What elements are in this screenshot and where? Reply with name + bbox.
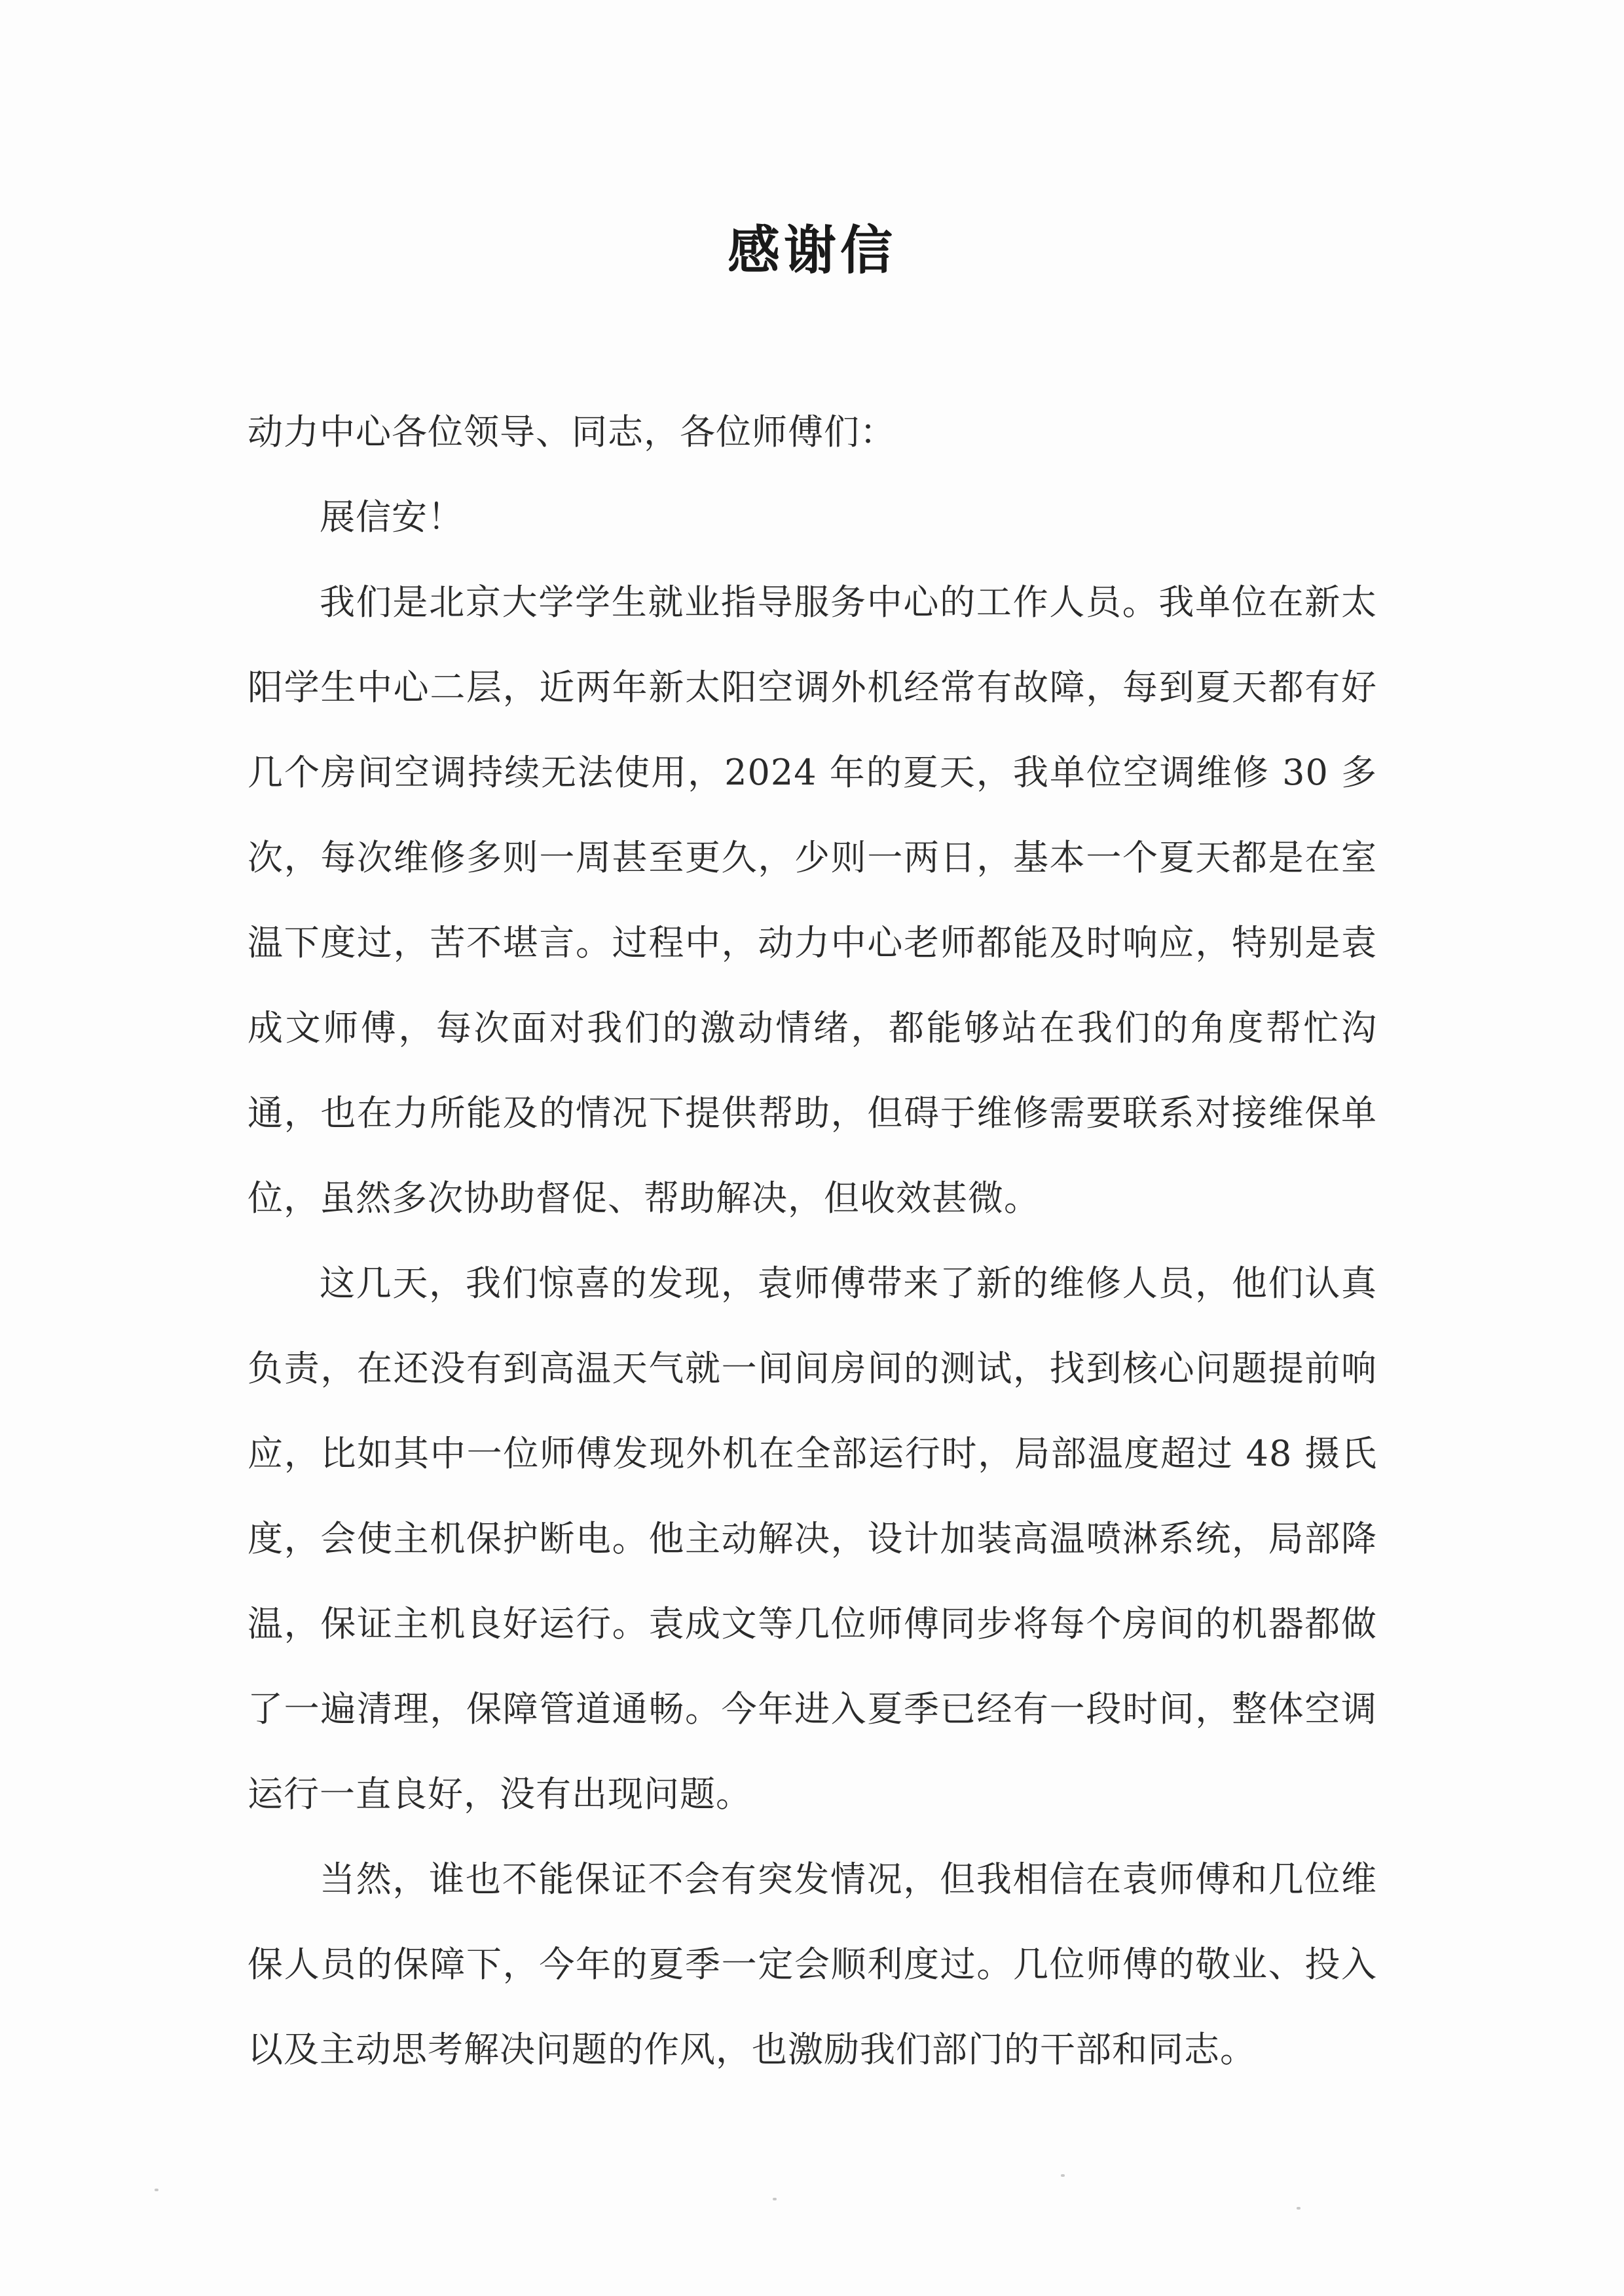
scan-speck xyxy=(773,2198,777,2200)
letter-greeting: 展信安！ xyxy=(320,496,464,538)
letter-paragraph: 当然，谁也不能保证不会有突发情况，但我相信在袁师傅和几位维保人员的保障下，今年的夏季一定会顺利度过。几位师傅的敬业、投入以及主动思考解决问题的作风，也激励我们部门的干部和同志。 xyxy=(248,1859,1377,2070)
scan-speck xyxy=(155,2189,158,2191)
letter-title: 感谢信 xyxy=(728,219,896,281)
letter-body xyxy=(248,390,1377,2092)
letter-salutation: 动力中心各位领导、同志，各位师傅们： xyxy=(248,411,896,453)
scan-speck xyxy=(1297,2207,1301,2210)
letter-paragraph: 这几天，我们惊喜的发现，袁师傅带来了新的维修人员，他们认真负责，在还没有到高温天气就一间间房间的测试，找到核心问题提前响应，比如其中一位师傅发现外机在全部运行时，局部温度超过 48 摄氏度，会使主机保护断电。他主动解决，设计加装高温喷淋系统，局部降温，保证主机良好运行。袁成文等几位师傅同步将每个房间的机器都做了一遍清理，保障管道通畅。今年进入夏季已经有一段时间，整体空调运行一直良好，没有出现问题。 xyxy=(248,1263,1377,1815)
scan-speck xyxy=(1061,2174,1065,2177)
letter-paragraph: 我们是北京大学学生就业指导服务中心的工作人员。我单位在新太阳学生中心二层，近两年新太阳空调外机经常有故障，每到夏天都有好几个房间空调持续无法使用，2024 年的夏天，我单位空调维修 30 多次，每次维修多则一周甚至更久，少则一两日，基本一个夏天都是在室温下度过，苦不堪言。过程中，动力中心老师都能及时响应，特别是袁成文师傅，每次面对我们的激动情绪，都能够站在我们的角度帮忙沟通，也在力所能及的情况下提供帮助，但碍于维修需要联系对接维保单位，虽然多次协助督促、帮助解决，但收效甚微。 xyxy=(248,582,1377,1219)
